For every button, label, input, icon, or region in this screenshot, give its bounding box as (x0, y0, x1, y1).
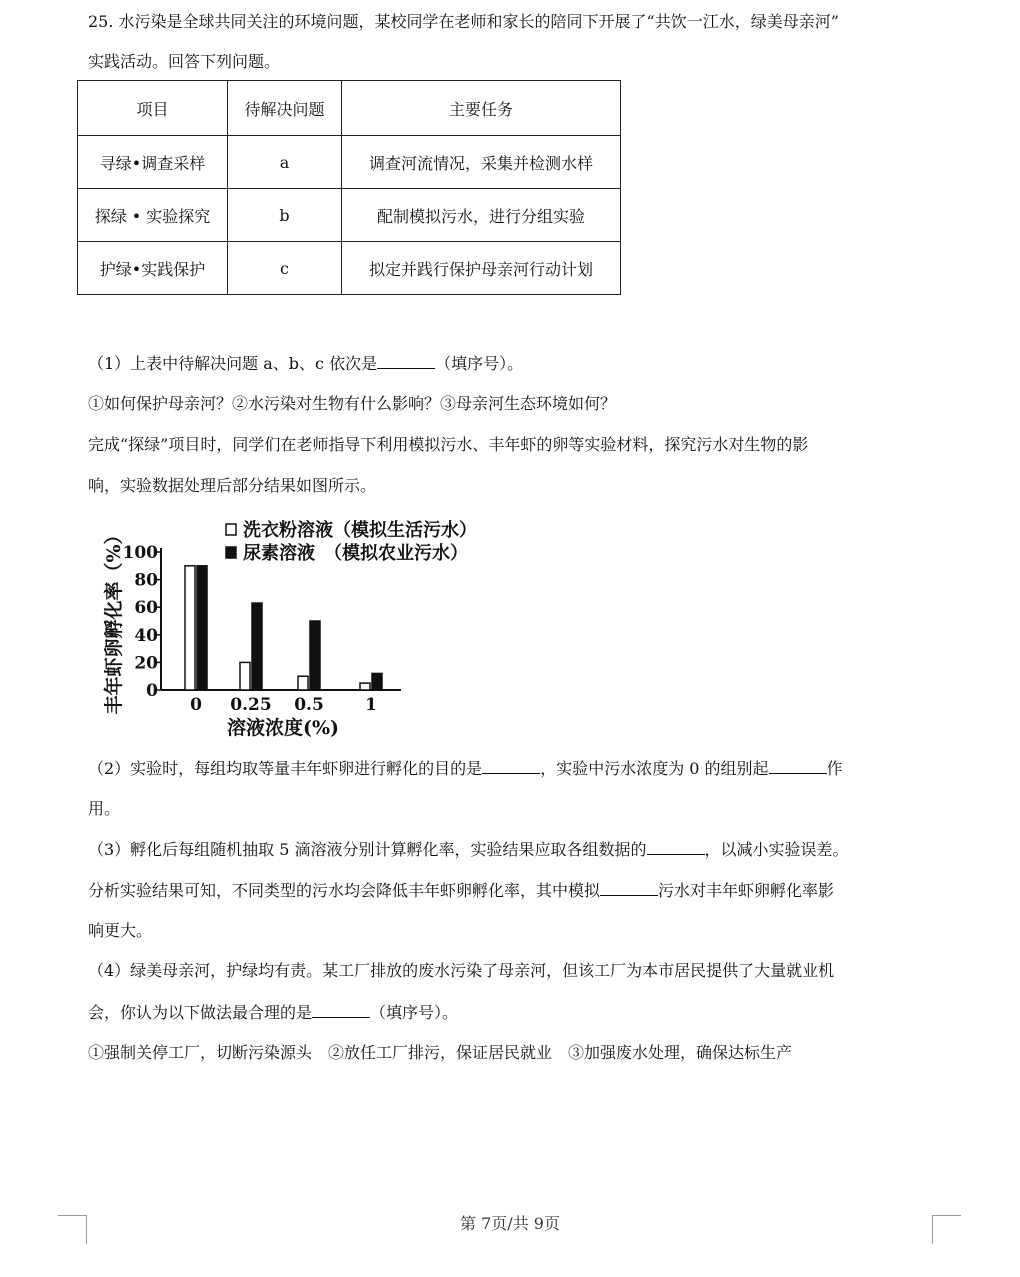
q4-text-c: （填序号）。 (370, 1003, 459, 1022)
table-cell: b (228, 189, 342, 242)
legend-swatch (226, 524, 236, 535)
y-tick-label: 80 (134, 570, 158, 591)
table-row (78, 242, 621, 295)
q1-line (88, 352, 523, 375)
q1-text-after: （填序号）。 (435, 354, 524, 373)
table-cell: 配制模拟污水，进行分组实验 (342, 189, 621, 242)
bar-urea (310, 621, 320, 690)
q4-line2 (88, 1001, 458, 1024)
table-header-cell: 项目 (78, 81, 228, 136)
q4-line1: （4）绿美母亲河，护绿均有责。某工厂排放的废水污染了母亲河，但该工厂为本市居民提供了大量就业机 (88, 961, 835, 980)
q3-line3: 响更大。 (88, 921, 153, 940)
q1-intro-line1: 完成“探绿”项目时，同学们在老师指导下利用模拟污水、丰年虾的卵等实验材料，探究污水对生物的影 (88, 435, 809, 454)
table-cell: 寻绿•调查采样 (78, 136, 228, 189)
bar-detergent (360, 683, 370, 690)
q3-line1 (88, 838, 849, 861)
table-row (78, 136, 621, 189)
x-tick-label: 0 (190, 695, 202, 715)
page-footer: 第 7页/共 9页 (460, 1214, 560, 1233)
answer-blank (647, 838, 705, 855)
table-row (78, 189, 621, 242)
q3-line2 (88, 879, 834, 902)
bar-urea (252, 603, 262, 690)
answer-blank (377, 352, 435, 369)
y-tick-label: 100 (122, 543, 158, 563)
q2-line2: 用。 (88, 799, 121, 818)
question-header-line2: 实践活动。回答下列问题。 (88, 52, 281, 71)
bar-detergent (298, 676, 308, 690)
bar-urea (372, 673, 382, 690)
table-cell: a (228, 136, 342, 189)
q1-options: ①如何保护母亲河？②水污染对生物有什么影响？③母亲河生态环境如何？ (88, 394, 617, 413)
y-tick-label: 20 (134, 653, 158, 674)
q4-text-b: 会，你认为以下做法最合理的是 (88, 1003, 313, 1022)
table-cell: 护绿•实践保护 (78, 242, 228, 295)
y-tick-label: 40 (134, 625, 158, 646)
answer-blank (769, 757, 827, 774)
answer-blank (600, 879, 658, 896)
table-cell: 调查河流情况，采集并检测水样 (342, 136, 621, 189)
y-tick-label: 0 (146, 681, 158, 701)
x-tick-label: 0.25 (230, 695, 272, 715)
table-cell: 拟定并践行保护母亲河行动计划 (342, 242, 621, 295)
q2-text-b: ，实验中污水浓度为 0 的组别起 (540, 759, 769, 778)
bar-detergent (185, 566, 195, 690)
table-header-cell: 待解决问题 (228, 81, 342, 136)
bar-detergent (240, 662, 250, 690)
table-header-row (78, 81, 621, 136)
x-tick-label: 1 (365, 695, 377, 715)
q3-text-b: ，以减小实验误差。 (704, 840, 849, 859)
x-tick-label: 0.5 (294, 695, 324, 715)
question-header-line1: 25. 水污染是全球共同关注的环境问题，某校同学在老师和家长的陪同下开展了“共饮一江水，绿美母亲河” (88, 12, 839, 31)
q4-options: ①强制关停工厂，切断污染源头 ②放任工厂排污，保证居民就业 ③加强废水处理，确保达标生产 (88, 1043, 793, 1062)
q1-text-before: （1）上表中待解决问题 a、b、c 依次是 (88, 354, 378, 373)
q2-line1 (88, 757, 843, 780)
bar-urea (197, 566, 207, 690)
table-cell: 探绿 • 实验探究 (78, 189, 228, 242)
project-table (77, 80, 621, 295)
answer-blank (312, 1001, 370, 1018)
table-header-cell: 主要任务 (342, 81, 621, 136)
q3-text-d: 污水对丰年虾卵孵化率影 (658, 881, 835, 900)
legend-label: 尿素溶液 （模拟农业污水） (243, 543, 468, 564)
q2-text-c: 作 (826, 759, 843, 778)
answer-blank (482, 757, 540, 774)
table-cell: c (228, 242, 342, 295)
hatching-rate-bar-chart (96, 512, 516, 744)
x-axis-label: 溶液浓度(%) (226, 717, 340, 739)
q3-text-a: （3）孵化后每组随机抽取 5 滴溶液分别计算孵化率，实验结果应取各组数据的 (88, 840, 647, 859)
legend-swatch (226, 547, 236, 558)
q3-text-c: 分析实验结果可知，不同类型的污水均会降低丰年虾卵孵化率，其中模拟 (88, 881, 601, 900)
legend-label: 洗衣粉溶液（模拟生活污水） (243, 520, 477, 541)
q1-intro-line2: 响，实验数据处理后部分结果如图所示。 (88, 476, 377, 495)
q2-text-a: （2）实验时，每组均取等量丰年虾卵进行孵化的目的是 (88, 759, 483, 778)
y-axis-label: 丰年虾卵孵化率（%） (103, 525, 125, 715)
y-tick-label: 60 (134, 598, 158, 619)
